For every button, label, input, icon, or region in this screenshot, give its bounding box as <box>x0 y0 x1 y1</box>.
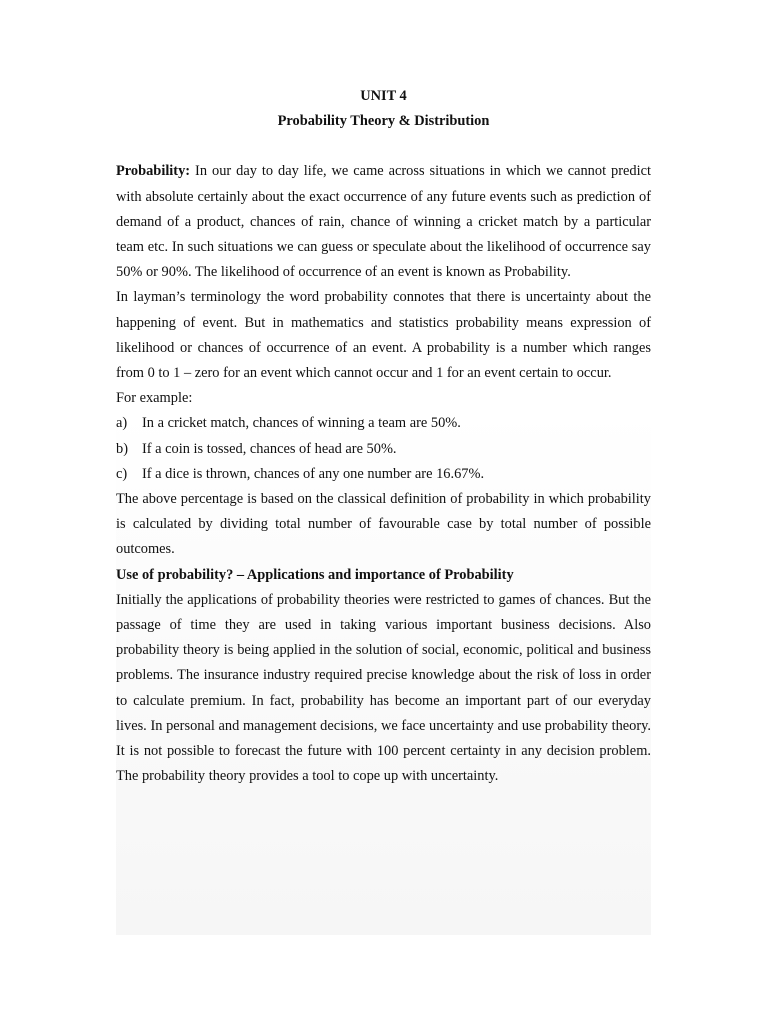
document-content <box>116 84 651 789</box>
list-item-text: In a cricket match, chances of winning a team are 50%. <box>142 415 461 432</box>
list-item <box>116 462 651 487</box>
classical-definition-paragraph: The above percentage is based on the classical definition of probability in which probability is calculated by dividing total number of favourable case by total number of possible outcomes. <box>116 491 651 558</box>
probability-intro-paragraph <box>116 159 651 285</box>
list-marker: c) <box>116 465 128 482</box>
probability-label: Probability: <box>116 163 191 180</box>
probability-intro-text: In our day to day life, we came across situations in which we cannot predict with absolute certainly about the exact occurrence of any future events such as prediction of demand of a product, chances of rain, chance of winning a cricket match by a particular team etc. In such situations we can guess or speculate about the likelihood of occurrence say 50% or 90%. The likelihood of occurrence of an event is known as Probability. <box>116 163 651 281</box>
list-marker: b) <box>116 440 128 457</box>
list-item <box>116 411 651 436</box>
example-label: For example: <box>116 390 193 407</box>
list-item <box>116 437 651 462</box>
list-marker: a) <box>116 415 128 432</box>
use-of-probability-heading: Use of probability? – Applications and importance of Probability <box>116 566 514 583</box>
layman-paragraph: In layman’s terminology the word probability connotes that there is uncertainty about the happening of event. But in mathematics and statistics probability means expression of likelihood or chances of occurrence of an event. A probability is a number which ranges from 0 to 1 – zero for an event which cannot occur and 1 for an event certain to occur. <box>116 289 651 382</box>
list-item-text: If a coin is tossed, chances of head are 50%. <box>142 440 397 457</box>
applications-paragraph: Initially the applications of probability theories were restricted to games of chances. But the passage of time they are used in taking various important business decisions. Also probability theory is being applied in the solution of social, economic, political and business problems. The insurance industry required precise knowledge about the risk of loss in order to calculate premium. In fact, probability has become an important part of our everyday lives. In personal and management decisions, we face uncertainty and use probability theory. It is not possible to forecast the future with 100 percent certainty in any decision problem. The probability theory provides a tool to cope up with uncertainty. <box>116 591 651 785</box>
document-title: Probability Theory & Distribution <box>277 113 490 130</box>
list-item-text: If a dice is thrown, chances of any one number are 16.67%. <box>142 465 485 482</box>
unit-heading: UNIT 4 <box>360 88 407 104</box>
